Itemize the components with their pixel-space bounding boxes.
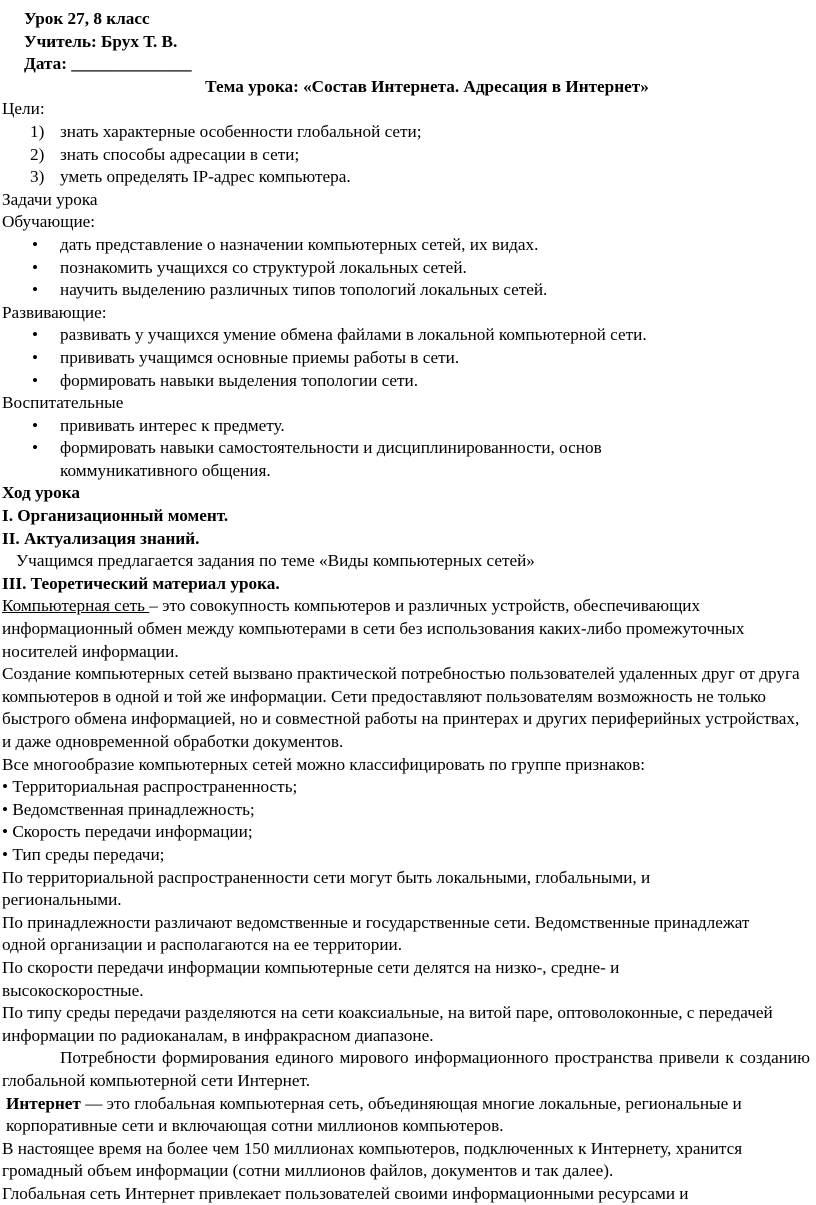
bullet-icon: • — [32, 370, 39, 390]
list-item: 3) уметь определять IP-адрес компьютера. — [30, 167, 351, 187]
upbringing-heading: Воспитательные — [2, 393, 124, 413]
list-item: 1) знать характерные особенности глобальной сети; — [30, 121, 422, 141]
list-item: • дать представление о назначении компьютерных сетей, их видах. — [2, 234, 812, 257]
paragraph: По типу среды передачи разделяются на сети коаксиальные, на витой паре, оптоволоконные, с передачей информации по радиоканалам, в инфракрасном диапазоне. — [2, 1003, 773, 1045]
paragraph: В настоящее время на более чем 150 миллионах компьютеров, подключенных к Интернету, хранится громадный объем информации (сотни миллионов файлов, документов и так далее). — [2, 1138, 743, 1181]
course-heading: Ход урока — [2, 483, 80, 503]
list-item: • прививать учащимся основные приемы работы в сети. — [2, 347, 812, 370]
bullet-icon: • — [32, 347, 39, 367]
list-item: 2) знать способы адресации в сети; — [30, 144, 300, 164]
developing-list — [2, 324, 812, 392]
bullet-icon: • — [32, 325, 39, 345]
bullet-icon: • — [32, 438, 39, 458]
internet-paragraph: Интернет — это глобальная компьютерная сеть, объединяющая многие локальные, региональные и корпоративные сети и включающая сотни миллионов компьютеров. — [6, 1093, 742, 1136]
paragraph: Потребности формирования единого мирового информационного пространства привели к созданию глобальной компьютерной сети Интернет. — [2, 1048, 810, 1090]
teacher-name: Учитель: Брух Т. В. — [24, 31, 178, 51]
list-item: • формировать навыки самостоятельности и дисциплинированности, основ коммуникативного общения. — [2, 437, 812, 482]
paragraph: По территориальной распространенности сети могут быть локальными, глобальными, и региональными. — [2, 867, 651, 910]
list-item: • познакомить учащихся со структурой локальных сетей. — [2, 257, 812, 280]
sign-item: • Скорость передачи информации; — [2, 822, 253, 842]
list-item: • формировать навыки выделения топологии сети. — [2, 370, 812, 393]
developing-heading: Развивающие: — [2, 302, 107, 322]
paragraph: По принадлежности различают ведомственные и государственные сети. Ведомственные принадлежат одной организации и располагаются на ее территории. — [2, 912, 750, 955]
section-3-heading: III. Теоретический материал урока. — [2, 573, 280, 593]
section-1-heading: I. Организационный момент. — [2, 506, 229, 526]
goals-heading: Цели: — [2, 99, 45, 119]
paragraph: Все многообразие компьютерных сетей можно классифицировать по группе признаков: — [2, 754, 645, 774]
list-item: • развивать у учащихся умение обмена файлами в локальной компьютерной сети. — [2, 324, 812, 347]
paragraph: Глобальная сеть Интернет привлекает пользователей своими информационными ресурсами и — [2, 1183, 689, 1203]
bullet-icon: • — [32, 415, 39, 435]
bullet-icon: • — [32, 234, 39, 254]
upbringing-list — [2, 415, 812, 483]
lesson-date: Дата: ______________ — [24, 54, 192, 74]
goals-list — [2, 121, 812, 189]
lesson-title: Тема урока: «Состав Интернета. Адресация в Интернет» — [205, 76, 649, 96]
definition-paragraph: Компьютерная сеть – это совокупность компьютеров и различных устройств, обеспечивающих информационный обмен между компьютерами в сети без использования каких-либо промежуточных носителей информации. — [2, 596, 745, 661]
term-internet: Интернет — [6, 1093, 81, 1113]
bullet-icon: • — [32, 257, 39, 277]
educational-list — [2, 234, 812, 302]
paragraph: По скорости передачи информации компьютерные сети делятся на низко-, средне- и высокоскоростные. — [2, 957, 620, 1000]
tasks-heading: Задачи урока — [2, 189, 98, 209]
paragraph: Создание компьютерных сетей вызвано практической потребностью пользователей удаленных друг от друга компьютеров в одной и той же информации. Сети предоставляют пользователям возможность не только быстрого обмена информацией, но и совместной работы на принтерах и других периферийных устройствах, и даже одновременной обработки документов. — [2, 664, 800, 751]
list-item: • научить выделению различных типов топологий локальных сетей. — [2, 279, 812, 302]
term-computer-network: Компьютерная сеть — [2, 596, 150, 616]
bullet-icon: • — [32, 280, 39, 300]
lesson-number: Урок 27, 8 класс — [24, 9, 150, 28]
list-item: • прививать интерес к предмету. — [2, 415, 812, 438]
section-2-text: Учащимся предлагается задания по теме «Виды компьютерных сетей» — [16, 551, 535, 571]
sign-item: • Территориальная распространенность; — [2, 777, 298, 797]
educational-heading: Обучающие: — [2, 212, 96, 232]
sign-item: • Ведомственная принадлежность; — [2, 799, 255, 819]
section-2-heading: II. Актуализация знаний. — [2, 528, 200, 548]
sign-item: • Тип среды передачи; — [2, 844, 165, 864]
